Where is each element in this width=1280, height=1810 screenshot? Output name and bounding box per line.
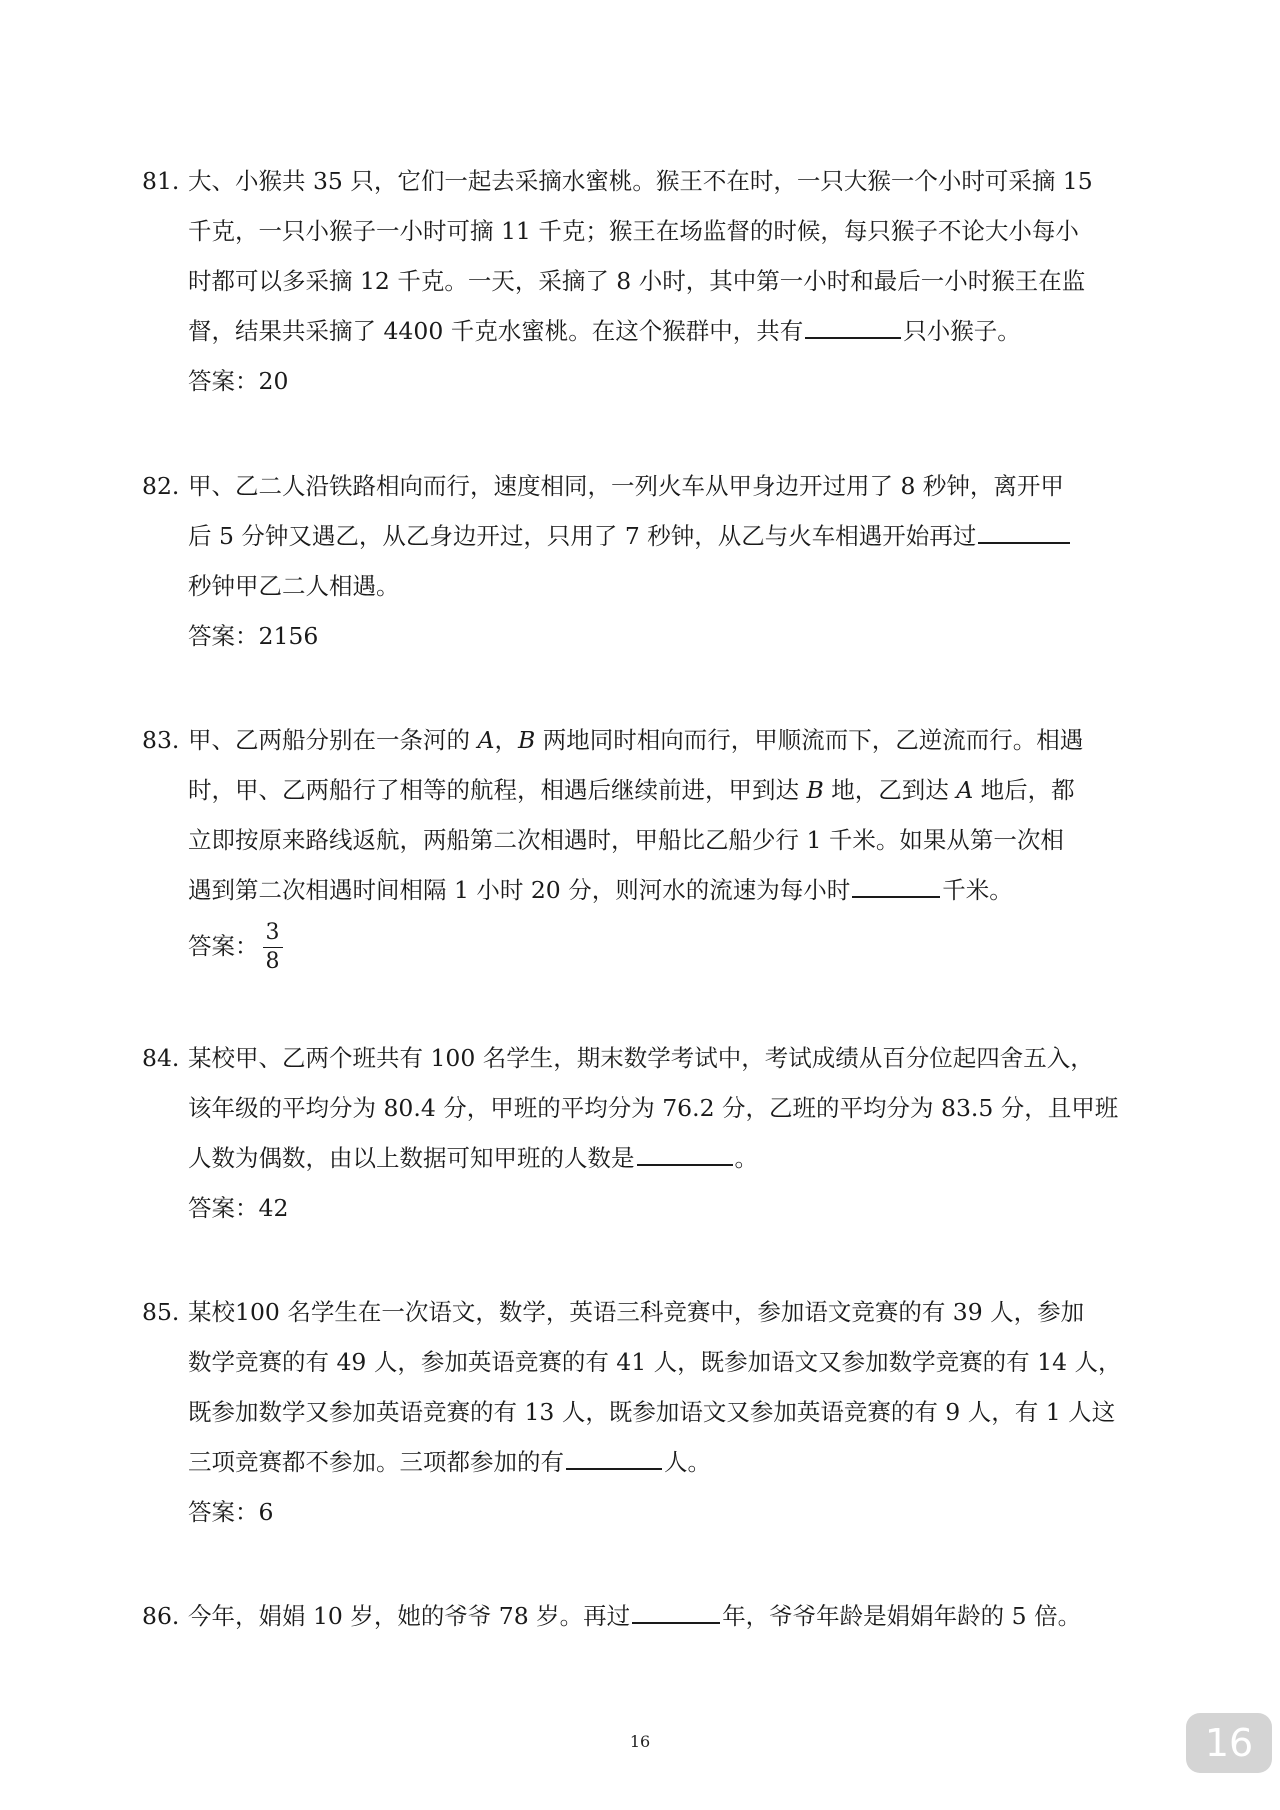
problem-text: 数学竞赛的有 49 人，参加英语竞赛的有 41 人，既参加语文又参加数学竞赛的有 14 人， xyxy=(188,1348,1122,1376)
problem-text: 千米。 xyxy=(942,876,1013,904)
problem-text: 该年级的平均分为 80.4 分，甲班的平均分为 76.2 分，乙班的平均分为 83.5 分，且甲班 xyxy=(188,1094,1119,1122)
answer-line xyxy=(142,1487,1157,1537)
problem-84 xyxy=(142,1033,1157,1233)
answer-fraction xyxy=(263,920,283,975)
answer-label: 答案： xyxy=(188,1194,259,1222)
problem-text: ， xyxy=(494,726,518,754)
problem-line xyxy=(142,206,1157,256)
problem-text: 甲、乙两船分别在一条河的 xyxy=(188,726,478,754)
problem-text: 只小猴子。 xyxy=(903,317,1021,345)
problem-text: 立即按原来路线返航，两船第二次相遇时，甲船比乙船少行 1 千米。如果从第一次相 xyxy=(188,826,1064,854)
problem-line xyxy=(142,815,1157,865)
answer-line xyxy=(142,356,1157,406)
problem-text: 督，结果共采摘了 4400 千克水蜜桃。在这个猴群中，共有 xyxy=(188,317,804,345)
problem-text: 某校甲、乙两个班共有 100 名学生，期末数学考试中，考试成绩从百分位起四舍五入， xyxy=(188,1044,1094,1072)
answer-blank xyxy=(566,1446,662,1470)
answer-value: 20 xyxy=(258,367,289,395)
answer-line xyxy=(142,915,1157,977)
answer-label: 答案： xyxy=(188,1498,259,1526)
problem-line xyxy=(142,1337,1157,1387)
variable-b: B xyxy=(517,726,536,754)
fraction-numerator: 3 xyxy=(263,920,283,948)
answer-value: 2156 xyxy=(258,622,319,650)
problem-line xyxy=(142,256,1157,306)
problem-line xyxy=(142,1033,1157,1083)
problem-text: 某校100 名学生在一次语文，数学，英语三科竞赛中，参加语文竞赛的有 39 人，参加 xyxy=(188,1298,1085,1326)
problem-text: 甲、乙二人沿铁路相向而行，速度相同，一列火车从甲身边开过用了 8 秒钟，离开甲 xyxy=(188,472,1064,500)
answer-label: 答案： xyxy=(188,932,259,960)
problem-line xyxy=(142,1083,1157,1133)
problem-line xyxy=(142,1287,1157,1337)
problem-81 xyxy=(142,156,1157,406)
problem-number: 83. xyxy=(142,726,180,754)
problem-text: 三项竞赛都不参加。三项都参加的有 xyxy=(188,1448,564,1476)
problem-number: 84. xyxy=(142,1044,180,1072)
variable-b: B xyxy=(806,776,824,804)
problem-text: 地，乙到达 xyxy=(823,776,957,804)
variable-a: A xyxy=(477,726,495,754)
answer-blank xyxy=(978,520,1070,544)
problem-number: 82. xyxy=(142,472,180,500)
problem-86 xyxy=(142,1591,1157,1641)
problem-text: 既参加数学又参加英语竞赛的有 13 人，既参加语文又参加英语竞赛的有 9 人，有 1 人这 xyxy=(188,1398,1116,1426)
page-badge: 16 xyxy=(1186,1713,1272,1773)
problem-text: 年，爷爷年龄是娟娟年龄的 5 倍。 xyxy=(722,1602,1082,1630)
problem-line xyxy=(142,561,1157,611)
problem-line xyxy=(142,1437,1157,1487)
problem-text: 地后，都 xyxy=(973,776,1075,804)
problem-number: 86. xyxy=(142,1602,180,1630)
problem-text: 遇到第二次相遇时间相隔 1 小时 20 分，则河水的流速为每小时 xyxy=(188,876,851,904)
answer-line xyxy=(142,1183,1157,1233)
answer-blank xyxy=(805,315,901,339)
problem-line xyxy=(142,715,1157,765)
problem-text: 秒钟甲乙二人相遇。 xyxy=(188,572,400,600)
problem-text: 人。 xyxy=(664,1448,711,1476)
fraction-denominator: 8 xyxy=(265,949,280,974)
problem-line xyxy=(142,1591,1157,1641)
problem-line xyxy=(142,1133,1157,1183)
problem-line xyxy=(142,306,1157,356)
problem-text: 今年，娟娟 10 岁，她的爷爷 78 岁。再过 xyxy=(188,1602,631,1630)
problem-text: 大、小猴共 35 只，它们一起去采摘水蜜桃。猴王不在时，一只大猴一个小时可采摘 15 xyxy=(188,167,1093,195)
problem-text: 人数为偶数，由以上数据可知甲班的人数是 xyxy=(188,1144,635,1172)
answer-line xyxy=(142,611,1157,661)
page-number: 16 xyxy=(629,1732,651,1751)
answer-label: 答案： xyxy=(188,367,259,395)
problem-text: 千克，一只小猴子一小时可摘 11 千克；猴王在场监督的时候，每只猴子不论大小每小 xyxy=(188,217,1079,245)
problem-line xyxy=(142,765,1157,815)
problem-number: 85. xyxy=(142,1298,180,1326)
answer-blank xyxy=(632,1600,720,1624)
problem-text: 时都可以多采摘 12 千克。一天，采摘了 8 小时，其中第一小时和最后一小时猴王在监 xyxy=(188,267,1086,295)
problem-line xyxy=(142,156,1157,206)
problem-line xyxy=(142,865,1157,915)
problem-85 xyxy=(142,1287,1157,1537)
problem-text: 。 xyxy=(734,1144,758,1172)
problem-line xyxy=(142,461,1157,511)
problem-line xyxy=(142,1387,1157,1437)
problem-number: 81. xyxy=(142,167,180,195)
answer-blank xyxy=(637,1142,733,1166)
answer-blank xyxy=(852,874,940,898)
problem-text: 两地同时相向而行，甲顺流而下，乙逆流而行。相遇 xyxy=(535,726,1084,754)
problem-text: 时，甲、乙两船行了相等的航程，相遇后继续前进，甲到达 xyxy=(188,776,807,804)
problem-text: 后 5 分钟又遇乙，从乙身边开过，只用了 7 秒钟，从乙与火车相遇开始再过 xyxy=(188,522,977,550)
problem-83 xyxy=(142,715,1157,977)
answer-label: 答案： xyxy=(188,622,259,650)
problem-82 xyxy=(142,461,1157,661)
answer-value: 6 xyxy=(258,1498,274,1526)
problem-line xyxy=(142,511,1157,561)
answer-value: 42 xyxy=(258,1194,289,1222)
variable-a: A xyxy=(956,776,974,804)
